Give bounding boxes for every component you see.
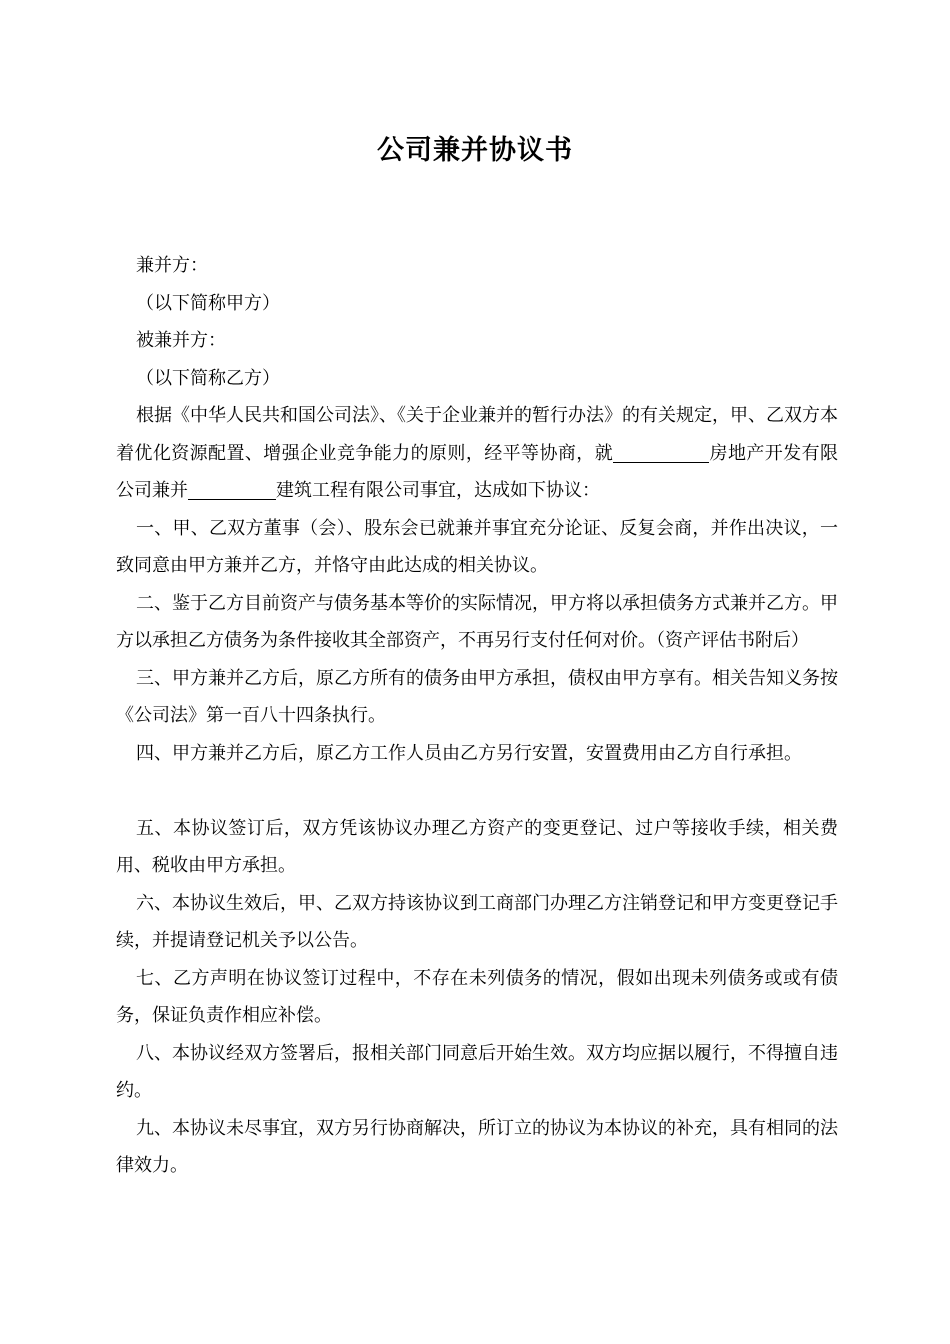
clause-8: 八、本协议经双方签署后，报相关部门同意后开始生效。双方均应据以履行，不得擅自违约。 xyxy=(116,1042,838,1101)
clause-2: 二、鉴于乙方目前资产与债务基本等价的实际情况，甲方将以承担债务方式兼并乙方。甲方以承担乙方债务为条件接收其全部资产，不再另行支付任何对价。（资产评估书附后） xyxy=(116,592,838,651)
preamble-text-1: 根据《中华人民共和国公司法》、《关于企业兼并的暂行办法》的有关规定，甲、乙双方本着优化资源配置、增强企业竞争能力的原则，经平等协商，就 xyxy=(116,405,838,464)
preamble-paragraph xyxy=(116,397,838,510)
clause-1: 一、甲、乙双方董事（会）、股东会已就兼并事宜充分论证、反复会商，并作出决议，一致同意由甲方兼并乙方，并恪守由此达成的相关协议。 xyxy=(116,517,838,576)
acquiree-label: 被兼并方： xyxy=(136,330,226,351)
clause-4: 四、甲方兼并乙方后，原乙方工作人员由乙方另行安置，安置费用由乙方自行承担。 xyxy=(136,742,802,764)
clause-7: 七、乙方声明在协议签订过程中，不存在未列债务的情况，假如出现未列债务或或有债务，保证负责作相应补偿。 xyxy=(116,967,838,1026)
clause-5: 五、本协议签订后，双方凭该协议办理乙方资产的变更登记、过户等接收手续，相关费用、税收由甲方承担。 xyxy=(116,817,838,876)
developer-name-blank[interactable] xyxy=(613,442,709,463)
document-title: 公司兼并协议书 xyxy=(377,135,573,166)
paragraph-spacer xyxy=(116,772,838,810)
construction-company-blank[interactable] xyxy=(188,479,276,500)
preamble-text-2: 房地产开发有限公司兼并 xyxy=(116,442,839,501)
document-body xyxy=(116,247,838,1185)
clause-3: 三、甲方兼并乙方后，原乙方所有的债务由甲方承担，债权由甲方享有。相关告知义务按《公司法》第一百八十四条执行。 xyxy=(116,667,838,726)
acquiree-alias: （以下简称乙方） xyxy=(136,367,280,389)
clause-9: 九、本协议未尽事宜，双方另行协商解决，所订立的协议为本协议的补充，具有相同的法律效力。 xyxy=(116,1117,838,1176)
preamble-text-3: 建筑工程有限公司事宜，达成如下协议： xyxy=(276,480,600,501)
acquirer-label: 兼并方： xyxy=(136,255,208,276)
clause-6: 六、本协议生效后，甲、乙双方持该协议到工商部门办理乙方注销登记和甲方变更登记手续，并提请登记机关予以公告。 xyxy=(116,892,838,951)
acquirer-alias: （以下简称甲方） xyxy=(136,292,280,314)
